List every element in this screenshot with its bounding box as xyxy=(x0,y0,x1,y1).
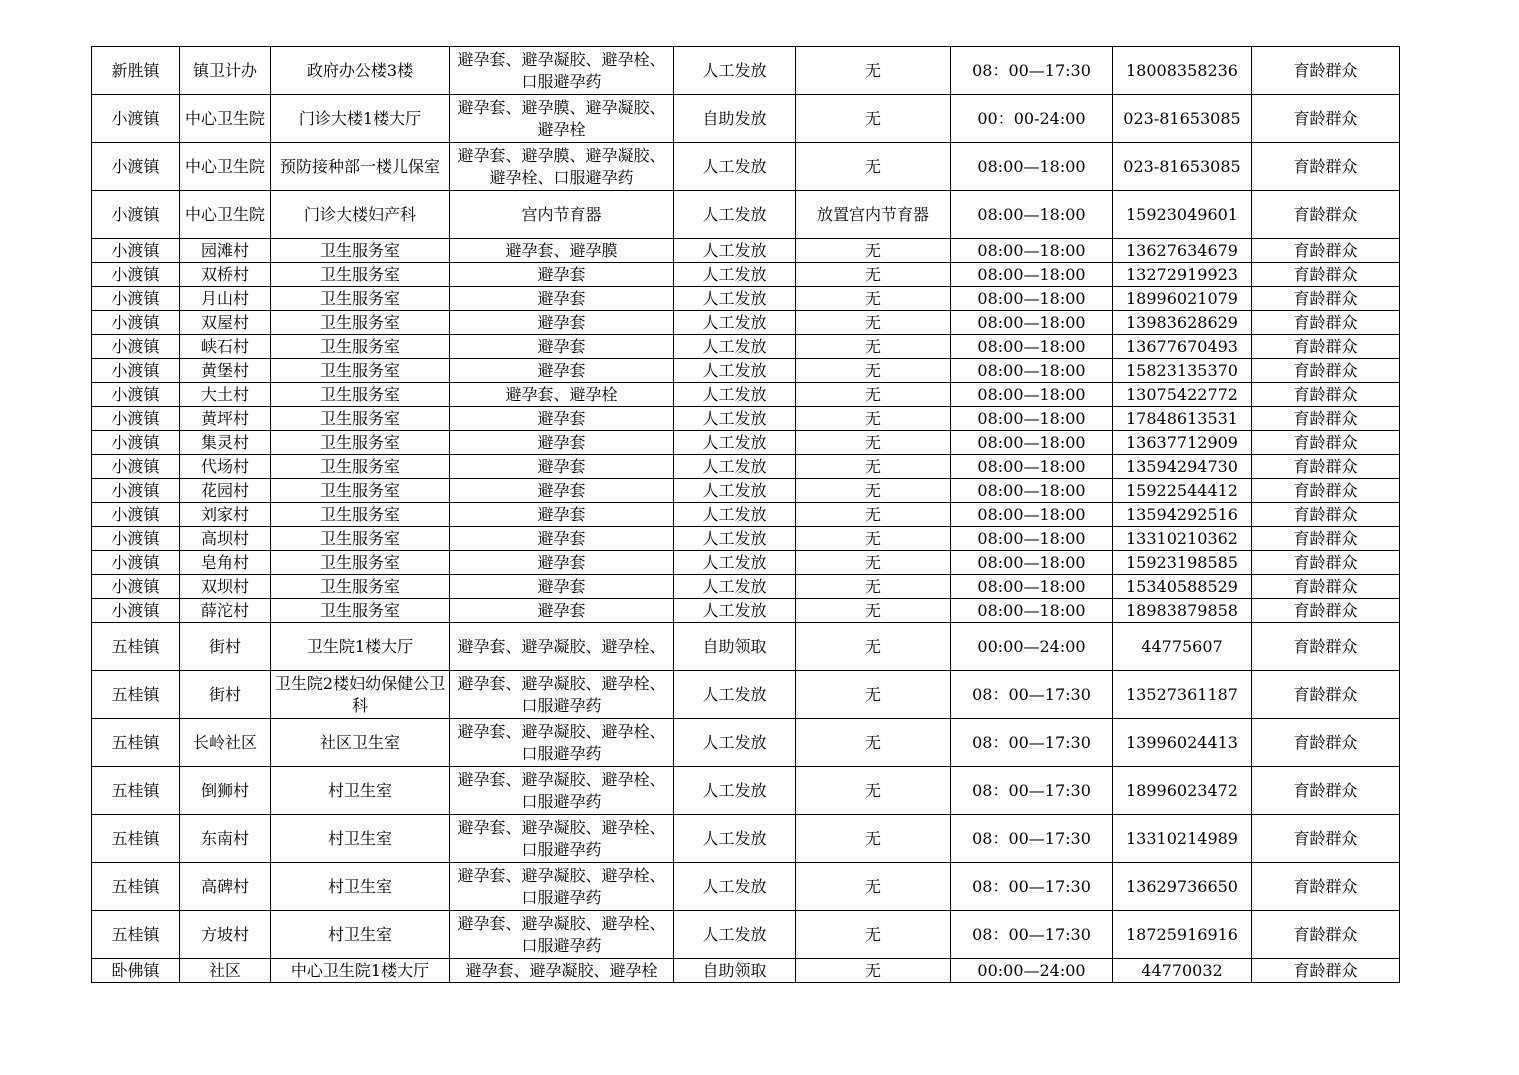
distribution-mode-cell: 人工发放 xyxy=(674,527,796,551)
target-group-cell: 育龄群众 xyxy=(1252,47,1400,95)
contraceptive-types-cell: 避孕套 xyxy=(450,431,674,455)
location-cell: 预防接种部一楼儿保室 xyxy=(271,143,450,191)
town-cell: 五桂镇 xyxy=(92,815,180,863)
contact-phone-cell: 15923049601 xyxy=(1113,191,1252,239)
location-cell: 卫生服务室 xyxy=(271,263,450,287)
contraceptive-types-cell: 避孕套、避孕凝胶、避孕栓、口服避孕药 xyxy=(450,47,674,95)
table-row xyxy=(92,527,1400,551)
contraceptive-types-cell: 宫内节育器 xyxy=(450,191,674,239)
location-cell: 村卫生室 xyxy=(271,815,450,863)
contact-phone-cell: 13996024413 xyxy=(1113,719,1252,767)
target-group-cell: 育龄群众 xyxy=(1252,623,1400,671)
site-cell: 长岭社区 xyxy=(180,719,271,767)
location-cell: 村卫生室 xyxy=(271,863,450,911)
town-cell: 五桂镇 xyxy=(92,623,180,671)
service-cell: 无 xyxy=(796,575,951,599)
contact-phone-cell: 13594294730 xyxy=(1113,455,1252,479)
service-cell: 无 xyxy=(796,719,951,767)
contraceptive-types-cell: 避孕套 xyxy=(450,287,674,311)
table-row xyxy=(92,959,1400,983)
distribution-mode-cell: 人工发放 xyxy=(674,239,796,263)
service-hours-cell: 08:00—18:00 xyxy=(951,335,1113,359)
distribution-mode-cell: 人工发放 xyxy=(674,359,796,383)
contraceptive-types-cell: 避孕套 xyxy=(450,311,674,335)
service-hours-cell: 08：00—17:30 xyxy=(951,815,1113,863)
table-row xyxy=(92,287,1400,311)
service-hours-cell: 08：00—17:30 xyxy=(951,767,1113,815)
distribution-mode-cell: 人工发放 xyxy=(674,335,796,359)
service-hours-cell: 08:00—18:00 xyxy=(951,431,1113,455)
location-cell: 卫生服务室 xyxy=(271,455,450,479)
table-row xyxy=(92,311,1400,335)
table-row xyxy=(92,815,1400,863)
contact-phone-cell: 15823135370 xyxy=(1113,359,1252,383)
service-hours-cell: 08:00—18:00 xyxy=(951,311,1113,335)
service-hours-cell: 08:00—18:00 xyxy=(951,239,1113,263)
service-hours-cell: 08:00—18:00 xyxy=(951,263,1113,287)
location-cell: 卫生服务室 xyxy=(271,287,450,311)
town-cell: 小渡镇 xyxy=(92,263,180,287)
contact-phone-cell: 13627634679 xyxy=(1113,239,1252,263)
target-group-cell: 育龄群众 xyxy=(1252,551,1400,575)
service-cell: 无 xyxy=(796,335,951,359)
location-cell: 卫生服务室 xyxy=(271,479,450,503)
table-row xyxy=(92,623,1400,671)
table-row xyxy=(92,503,1400,527)
town-cell: 小渡镇 xyxy=(92,407,180,431)
town-cell: 新胜镇 xyxy=(92,47,180,95)
contraceptive-types-cell: 避孕套、避孕凝胶、避孕栓、 xyxy=(450,623,674,671)
contact-phone-cell: 15923198585 xyxy=(1113,551,1252,575)
service-cell: 无 xyxy=(796,911,951,959)
location-cell: 社区卫生室 xyxy=(271,719,450,767)
service-cell: 无 xyxy=(796,407,951,431)
service-cell: 无 xyxy=(796,551,951,575)
site-cell: 高坝村 xyxy=(180,527,271,551)
service-cell: 无 xyxy=(796,815,951,863)
contraceptive-types-cell: 避孕套、避孕凝胶、避孕栓、口服避孕药 xyxy=(450,863,674,911)
service-cell: 无 xyxy=(796,239,951,263)
table-row xyxy=(92,431,1400,455)
table-row xyxy=(92,863,1400,911)
target-group-cell: 育龄群众 xyxy=(1252,863,1400,911)
contraceptive-types-cell: 避孕套 xyxy=(450,551,674,575)
town-cell: 小渡镇 xyxy=(92,527,180,551)
contact-phone-cell: 44770032 xyxy=(1113,959,1252,983)
service-cell: 无 xyxy=(796,143,951,191)
service-cell: 无 xyxy=(796,959,951,983)
site-cell: 街村 xyxy=(180,623,271,671)
table-body xyxy=(92,47,1400,983)
table-row xyxy=(92,455,1400,479)
target-group-cell: 育龄群众 xyxy=(1252,719,1400,767)
distribution-mode-cell: 人工发放 xyxy=(674,311,796,335)
town-cell: 小渡镇 xyxy=(92,383,180,407)
service-cell: 无 xyxy=(796,95,951,143)
service-cell: 无 xyxy=(796,287,951,311)
target-group-cell: 育龄群众 xyxy=(1252,191,1400,239)
contraceptive-types-cell: 避孕套 xyxy=(450,263,674,287)
target-group-cell: 育龄群众 xyxy=(1252,431,1400,455)
contact-phone-cell: 44775607 xyxy=(1113,623,1252,671)
contact-phone-cell: 13677670493 xyxy=(1113,335,1252,359)
contact-phone-cell: 13272919923 xyxy=(1113,263,1252,287)
distribution-points-table xyxy=(91,46,1400,983)
location-cell: 政府办公楼3楼 xyxy=(271,47,450,95)
contraceptive-types-cell: 避孕套、避孕膜、避孕凝胶、避孕栓 xyxy=(450,95,674,143)
distribution-mode-cell: 人工发放 xyxy=(674,671,796,719)
contact-phone-cell: 023-81653085 xyxy=(1113,143,1252,191)
contraceptive-types-cell: 避孕套、避孕膜、避孕凝胶、避孕栓、口服避孕药 xyxy=(450,143,674,191)
distribution-mode-cell: 人工发放 xyxy=(674,599,796,623)
service-cell: 无 xyxy=(796,863,951,911)
table-row xyxy=(92,263,1400,287)
service-hours-cell: 08：00—17:30 xyxy=(951,911,1113,959)
table-row xyxy=(92,359,1400,383)
distribution-mode-cell: 人工发放 xyxy=(674,863,796,911)
contraceptive-types-cell: 避孕套、避孕凝胶、避孕栓、口服避孕药 xyxy=(450,767,674,815)
table-row xyxy=(92,551,1400,575)
service-hours-cell: 08:00—18:00 xyxy=(951,575,1113,599)
site-cell: 黄堡村 xyxy=(180,359,271,383)
target-group-cell: 育龄群众 xyxy=(1252,599,1400,623)
contact-phone-cell: 13629736650 xyxy=(1113,863,1252,911)
location-cell: 村卫生室 xyxy=(271,911,450,959)
contact-phone-cell: 13527361187 xyxy=(1113,671,1252,719)
table-row xyxy=(92,719,1400,767)
location-cell: 卫生服务室 xyxy=(271,551,450,575)
service-hours-cell: 08:00—18:00 xyxy=(951,479,1113,503)
distribution-mode-cell: 人工发放 xyxy=(674,551,796,575)
location-cell: 卫生服务室 xyxy=(271,503,450,527)
table-row xyxy=(92,383,1400,407)
contraceptive-types-cell: 避孕套 xyxy=(450,527,674,551)
contraceptive-types-cell: 避孕套 xyxy=(450,359,674,383)
site-cell: 花园村 xyxy=(180,479,271,503)
target-group-cell: 育龄群众 xyxy=(1252,479,1400,503)
location-cell: 卫生服务室 xyxy=(271,407,450,431)
contraceptive-types-cell: 避孕套 xyxy=(450,575,674,599)
distribution-mode-cell: 自助领取 xyxy=(674,623,796,671)
service-cell: 无 xyxy=(796,431,951,455)
town-cell: 小渡镇 xyxy=(92,143,180,191)
town-cell: 小渡镇 xyxy=(92,335,180,359)
table-row xyxy=(92,407,1400,431)
contact-phone-cell: 13310210362 xyxy=(1113,527,1252,551)
distribution-mode-cell: 人工发放 xyxy=(674,767,796,815)
distribution-mode-cell: 人工发放 xyxy=(674,383,796,407)
contact-phone-cell: 13637712909 xyxy=(1113,431,1252,455)
site-cell: 方坡村 xyxy=(180,911,271,959)
table-row xyxy=(92,599,1400,623)
service-hours-cell: 08:00—18:00 xyxy=(951,407,1113,431)
contraceptive-types-cell: 避孕套 xyxy=(450,407,674,431)
service-hours-cell: 08:00—18:00 xyxy=(951,503,1113,527)
distribution-mode-cell: 人工发放 xyxy=(674,479,796,503)
site-cell: 倒狮村 xyxy=(180,767,271,815)
site-cell: 东南村 xyxy=(180,815,271,863)
town-cell: 卧佛镇 xyxy=(92,959,180,983)
table-row xyxy=(92,239,1400,263)
target-group-cell: 育龄群众 xyxy=(1252,383,1400,407)
location-cell: 卫生服务室 xyxy=(271,431,450,455)
target-group-cell: 育龄群众 xyxy=(1252,335,1400,359)
target-group-cell: 育龄群众 xyxy=(1252,671,1400,719)
contraceptive-types-cell: 避孕套 xyxy=(450,503,674,527)
site-cell: 中心卫生院 xyxy=(180,143,271,191)
location-cell: 卫生服务室 xyxy=(271,527,450,551)
service-hours-cell: 08：00—17:30 xyxy=(951,863,1113,911)
location-cell: 村卫生室 xyxy=(271,767,450,815)
site-cell: 园滩村 xyxy=(180,239,271,263)
contraceptive-types-cell: 避孕套、避孕凝胶、避孕栓、口服避孕药 xyxy=(450,719,674,767)
service-cell: 无 xyxy=(796,599,951,623)
location-cell: 中心卫生院1楼大厅 xyxy=(271,959,450,983)
site-cell: 双屋村 xyxy=(180,311,271,335)
site-cell: 大土村 xyxy=(180,383,271,407)
service-hours-cell: 08:00—18:00 xyxy=(951,287,1113,311)
location-cell: 卫生服务室 xyxy=(271,335,450,359)
target-group-cell: 育龄群众 xyxy=(1252,815,1400,863)
target-group-cell: 育龄群众 xyxy=(1252,527,1400,551)
service-cell: 无 xyxy=(796,311,951,335)
contact-phone-cell: 023-81653085 xyxy=(1113,95,1252,143)
location-cell: 卫生服务室 xyxy=(271,599,450,623)
distribution-mode-cell: 人工发放 xyxy=(674,815,796,863)
distribution-mode-cell: 人工发放 xyxy=(674,287,796,311)
service-hours-cell: 08:00—18:00 xyxy=(951,551,1113,575)
contact-phone-cell: 15340588529 xyxy=(1113,575,1252,599)
town-cell: 小渡镇 xyxy=(92,503,180,527)
contact-phone-cell: 13594292516 xyxy=(1113,503,1252,527)
site-cell: 薛沱村 xyxy=(180,599,271,623)
location-cell: 门诊大楼1楼大厅 xyxy=(271,95,450,143)
distribution-mode-cell: 人工发放 xyxy=(674,263,796,287)
contact-phone-cell: 15922544412 xyxy=(1113,479,1252,503)
town-cell: 五桂镇 xyxy=(92,911,180,959)
distribution-mode-cell: 自助领取 xyxy=(674,959,796,983)
service-cell: 无 xyxy=(796,455,951,479)
location-cell: 卫生服务室 xyxy=(271,383,450,407)
location-cell: 卫生服务室 xyxy=(271,575,450,599)
service-cell: 无 xyxy=(796,671,951,719)
town-cell: 小渡镇 xyxy=(92,287,180,311)
site-cell: 中心卫生院 xyxy=(180,191,271,239)
table-row xyxy=(92,143,1400,191)
town-cell: 小渡镇 xyxy=(92,239,180,263)
contraceptive-types-cell: 避孕套 xyxy=(450,599,674,623)
target-group-cell: 育龄群众 xyxy=(1252,575,1400,599)
distribution-mode-cell: 自助发放 xyxy=(674,95,796,143)
site-cell: 中心卫生院 xyxy=(180,95,271,143)
distribution-mode-cell: 人工发放 xyxy=(674,719,796,767)
distribution-mode-cell: 人工发放 xyxy=(674,503,796,527)
town-cell: 小渡镇 xyxy=(92,431,180,455)
contraceptive-types-cell: 避孕套、避孕凝胶、避孕栓、口服避孕药 xyxy=(450,815,674,863)
site-cell: 黄坪村 xyxy=(180,407,271,431)
contraceptive-types-cell: 避孕套、避孕膜 xyxy=(450,239,674,263)
contact-phone-cell: 18725916916 xyxy=(1113,911,1252,959)
site-cell: 社区 xyxy=(180,959,271,983)
table-row xyxy=(92,671,1400,719)
location-cell: 卫生服务室 xyxy=(271,311,450,335)
location-cell: 卫生服务室 xyxy=(271,239,450,263)
town-cell: 五桂镇 xyxy=(92,671,180,719)
target-group-cell: 育龄群众 xyxy=(1252,455,1400,479)
target-group-cell: 育龄群众 xyxy=(1252,239,1400,263)
contraceptive-types-cell: 避孕套、避孕栓 xyxy=(450,383,674,407)
service-hours-cell: 08：00—17:30 xyxy=(951,671,1113,719)
service-hours-cell: 00：00-24:00 xyxy=(951,95,1113,143)
site-cell: 双桥村 xyxy=(180,263,271,287)
town-cell: 小渡镇 xyxy=(92,455,180,479)
site-cell: 高碑村 xyxy=(180,863,271,911)
table-row xyxy=(92,911,1400,959)
site-cell: 月山村 xyxy=(180,287,271,311)
contact-phone-cell: 13310214989 xyxy=(1113,815,1252,863)
town-cell: 小渡镇 xyxy=(92,311,180,335)
contact-phone-cell: 13983628629 xyxy=(1113,311,1252,335)
site-cell: 双坝村 xyxy=(180,575,271,599)
service-cell: 无 xyxy=(796,479,951,503)
service-hours-cell: 08:00—18:00 xyxy=(951,191,1113,239)
service-cell: 无 xyxy=(796,527,951,551)
town-cell: 五桂镇 xyxy=(92,719,180,767)
service-cell: 无 xyxy=(796,503,951,527)
table-row xyxy=(92,191,1400,239)
town-cell: 小渡镇 xyxy=(92,599,180,623)
site-cell: 街村 xyxy=(180,671,271,719)
contraceptive-types-cell: 避孕套 xyxy=(450,455,674,479)
target-group-cell: 育龄群众 xyxy=(1252,143,1400,191)
location-cell: 卫生院1楼大厅 xyxy=(271,623,450,671)
town-cell: 小渡镇 xyxy=(92,95,180,143)
distribution-mode-cell: 人工发放 xyxy=(674,407,796,431)
service-cell: 无 xyxy=(796,623,951,671)
site-cell: 峡石村 xyxy=(180,335,271,359)
target-group-cell: 育龄群众 xyxy=(1252,407,1400,431)
table-row xyxy=(92,47,1400,95)
service-hours-cell: 00:00—24:00 xyxy=(951,959,1113,983)
town-cell: 小渡镇 xyxy=(92,551,180,575)
target-group-cell: 育龄群众 xyxy=(1252,911,1400,959)
service-cell: 无 xyxy=(796,47,951,95)
town-cell: 小渡镇 xyxy=(92,479,180,503)
contact-phone-cell: 13075422772 xyxy=(1113,383,1252,407)
distribution-mode-cell: 人工发放 xyxy=(674,911,796,959)
distribution-mode-cell: 人工发放 xyxy=(674,575,796,599)
contact-phone-cell: 18996021079 xyxy=(1113,287,1252,311)
table-row xyxy=(92,767,1400,815)
contraceptive-types-cell: 避孕套 xyxy=(450,479,674,503)
service-hours-cell: 08:00—18:00 xyxy=(951,143,1113,191)
contraceptive-types-cell: 避孕套 xyxy=(450,335,674,359)
distribution-mode-cell: 人工发放 xyxy=(674,143,796,191)
location-cell: 卫生服务室 xyxy=(271,359,450,383)
table-row xyxy=(92,479,1400,503)
site-cell: 镇卫计办 xyxy=(180,47,271,95)
table-row xyxy=(92,95,1400,143)
service-hours-cell: 08：00—17:30 xyxy=(951,47,1113,95)
service-cell: 放置宫内节育器 xyxy=(796,191,951,239)
contact-phone-cell: 18983879858 xyxy=(1113,599,1252,623)
service-hours-cell: 00:00—24:00 xyxy=(951,623,1113,671)
target-group-cell: 育龄群众 xyxy=(1252,959,1400,983)
location-cell: 门诊大楼妇产科 xyxy=(271,191,450,239)
service-hours-cell: 08:00—18:00 xyxy=(951,359,1113,383)
target-group-cell: 育龄群众 xyxy=(1252,359,1400,383)
contact-phone-cell: 17848613531 xyxy=(1113,407,1252,431)
distribution-mode-cell: 人工发放 xyxy=(674,191,796,239)
target-group-cell: 育龄群众 xyxy=(1252,767,1400,815)
town-cell: 五桂镇 xyxy=(92,863,180,911)
service-hours-cell: 08:00—18:00 xyxy=(951,455,1113,479)
contraceptive-types-cell: 避孕套、避孕凝胶、避孕栓、口服避孕药 xyxy=(450,671,674,719)
target-group-cell: 育龄群众 xyxy=(1252,263,1400,287)
service-cell: 无 xyxy=(796,767,951,815)
service-hours-cell: 08:00—18:00 xyxy=(951,599,1113,623)
town-cell: 小渡镇 xyxy=(92,359,180,383)
site-cell: 皂角村 xyxy=(180,551,271,575)
table-row xyxy=(92,575,1400,599)
site-cell: 集灵村 xyxy=(180,431,271,455)
table-row xyxy=(92,335,1400,359)
distribution-mode-cell: 人工发放 xyxy=(674,431,796,455)
town-cell: 小渡镇 xyxy=(92,191,180,239)
service-cell: 无 xyxy=(796,383,951,407)
distribution-mode-cell: 人工发放 xyxy=(674,47,796,95)
town-cell: 小渡镇 xyxy=(92,575,180,599)
service-cell: 无 xyxy=(796,359,951,383)
contact-phone-cell: 18996023472 xyxy=(1113,767,1252,815)
contact-phone-cell: 18008358236 xyxy=(1113,47,1252,95)
contraceptive-types-cell: 避孕套、避孕凝胶、避孕栓、口服避孕药 xyxy=(450,911,674,959)
service-hours-cell: 08：00—17:30 xyxy=(951,719,1113,767)
distribution-mode-cell: 人工发放 xyxy=(674,455,796,479)
service-cell: 无 xyxy=(796,263,951,287)
target-group-cell: 育龄群众 xyxy=(1252,311,1400,335)
town-cell: 五桂镇 xyxy=(92,767,180,815)
target-group-cell: 育龄群众 xyxy=(1252,503,1400,527)
contraceptive-types-cell: 避孕套、避孕凝胶、避孕栓 xyxy=(450,959,674,983)
service-hours-cell: 08:00—18:00 xyxy=(951,527,1113,551)
service-hours-cell: 08:00—18:00 xyxy=(951,383,1113,407)
site-cell: 代场村 xyxy=(180,455,271,479)
site-cell: 刘家村 xyxy=(180,503,271,527)
location-cell: 卫生院2楼妇幼保健公卫科 xyxy=(271,671,450,719)
target-group-cell: 育龄群众 xyxy=(1252,287,1400,311)
target-group-cell: 育龄群众 xyxy=(1252,95,1400,143)
